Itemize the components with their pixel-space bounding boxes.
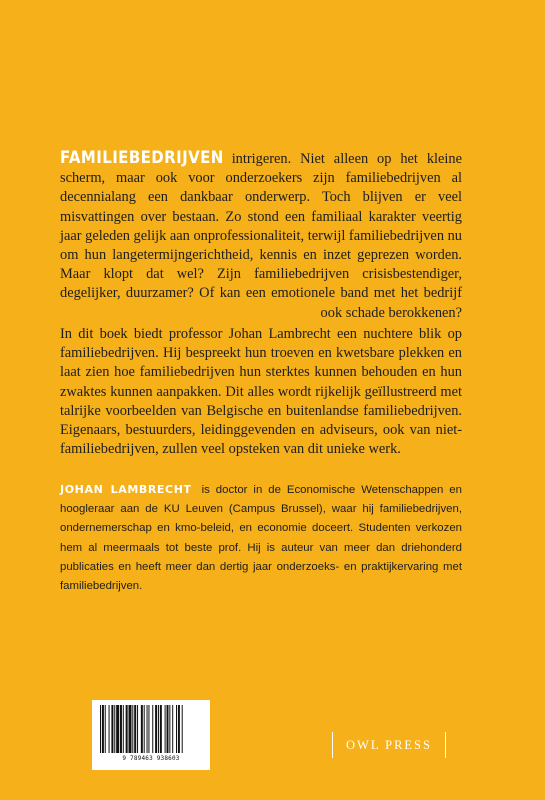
isbn-barcode: [92, 700, 210, 770]
description-paragraph: In dit boek biedt professor Johan Lambrecht een nuchtere blik op familiebedrijven. Hij bespreekt hun troeven en kwetsbare plekken en laat zien hoe familiebedrijven hun sterktes kunnen behouden en hun zwaktes kunnen aanpakken. Dit alles wordt rijkelijk geïllustreerd met talrijke voorbeelden van Belgische en buitenlandse familiebedrijven. Eigenaars, bestuurders, leidinggevenden en adviseurs, ook van niet-familiebedrijven, zullen veel opsteken van dit unieke werk.: [60, 326, 462, 458]
author-bio: [60, 480, 462, 596]
author-name: JOHAN LAMBRECHT: [60, 483, 192, 496]
barcode-digits: 9 789463 938603: [122, 755, 180, 762]
intro-lead-title: FAMILIEBEDRIJVEN: [60, 147, 224, 168]
author-bio-text: is doctor in de Economische Wetenschappen en hoogleraar aan de KU Leuven (Campus Brussel), waar hij familiebedrijven, ondernemerschap en kmo-beleid, en economie doceert. Studenten verkozen hem al meermaals tot beste prof. Hij is auteur van meer dan driehonderd publicaties en heeft meer dan dertig jaar onderzoeks- en praktijkervaring met familiebedrijven.: [60, 484, 462, 593]
intro-paragraph: [60, 147, 462, 323]
intro-text: intrigeren. Niet alleen op het kleine scherm, maar ook voor onderzoekers zijn familiebedrijven al decennialang een dankbaar onderwerp. Toch blijven er veel misvattingen over bestaan. Zo stond een familiaal karakter veertig jaar geleden gelijk aan onprofessionaliteit, terwijl familiebedrijven nu om hun langetermijngerichtheid, kennis en inzet geprezen worden. Maar klopt dat wel? Zijn familiebedrijven crisisbestendiger, degelijker, duurzamer? Of kan een emotionele band met het bedrijf ook schade berokkenen?: [60, 151, 462, 321]
publisher-logo: OWL PRESS: [332, 732, 446, 758]
barcode-bars: [98, 705, 204, 753]
